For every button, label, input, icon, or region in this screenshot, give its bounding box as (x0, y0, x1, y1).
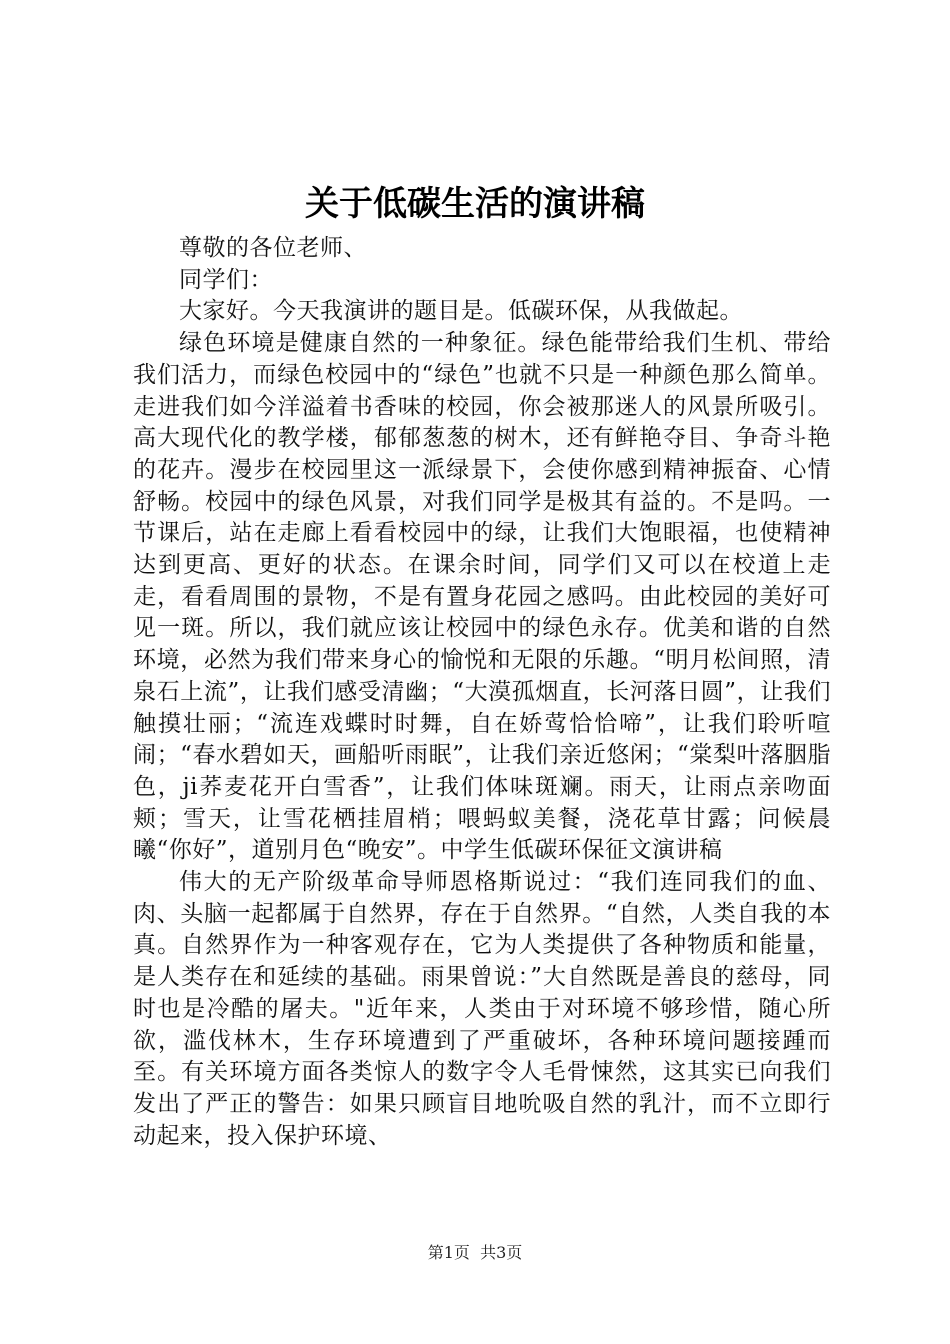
paragraph-salutation: 尊敬的各位老师、 (179, 235, 367, 261)
document-title: 关于低碳生活的演讲稿 (305, 184, 645, 224)
document-body (133, 233, 831, 1152)
paragraph-greeting: 大家好。今天我演讲的题目是。低碳环保，从我做起。 (179, 298, 743, 325)
paragraph-green-campus: 绿色环境是健康自然的一种象征。绿色能带给我们生机、带给我们活力，而绿色校园中的“绿色”也就不只是一种颜色那么简单。走进我们如今洋溢着书香味的校园，你会被那迷人的风景所吸引。高大现代化的教学楼，郁郁葱葱的树木，还有鲜艳夺目、争奇斗艳的花卉。漫步在校园里这一派绿景下，会使你感到精神振奋、心情舒畅。校园中的绿色风景，对我们同学是极其有益的。不是吗。一节课后，站在走廊上看看校园中的绿，让我们大饱眼福，也使精神达到更高、更好的状态。在课余时间，同学们又可以在校道上走走，看看周围的景物，不是有置身花园之感吗。由此校园的美好可见一斑。所以，我们就应该让校园中的绿色永存。优美和谐的自然环境，必然为我们带来身心的愉悦和无限的乐趣。“明月松间照，清泉石上流”，让我们感受清幽；“大漠孤烟直，长河落日圆”，让我们触摸壮丽；“流连戏蝶时时舞，自在娇莺恰恰啼”，让我们聆听喧闹；“春水碧如天，画船听雨眠”，让我们亲近悠闲；“棠梨叶落胭脂色，ji荞麦花开白雪香”，让我们体味斑斓。雨天，让雨点亲吻面颊；雪天，让雪花栖挂眉梢；喂蚂蚁美餐，浇花草甘露；问候晨曦“你好”，道别月色“晚安”。中学生低碳环保征文演讲稿 (133, 330, 831, 864)
paragraph-salutation-cont: 同学们： (179, 266, 273, 293)
paragraph-engels-quote: 伟大的无产阶级革命导师恩格斯说过：“我们连同我们的血、肉、头脑一起都属于自然界，存在于自然界。“自然，人类自我的本真。自然界作为一种客观存在，它为人类提供了各种物质和能量，是人类存在和延续的基础。雨果曾说：”大自然既是善良的慈母，同时也是冷酷的屠夫。"近年来，人类由于对环境不够珍惜，随心所欲，滥伐林木，生存环境遭到了严重破坏，各种环境问题接踵而至。有关环境方面各类惊人的数字令人毛骨悚然，这其实已向我们发出了严正的警告：如果只顾盲目地吮吸自然的乳汁，而不立即行动起来，投入保护环境、 (133, 869, 831, 1149)
page-footer (0, 1242, 950, 1264)
page-number: 第1页 共3页 (427, 1243, 523, 1262)
